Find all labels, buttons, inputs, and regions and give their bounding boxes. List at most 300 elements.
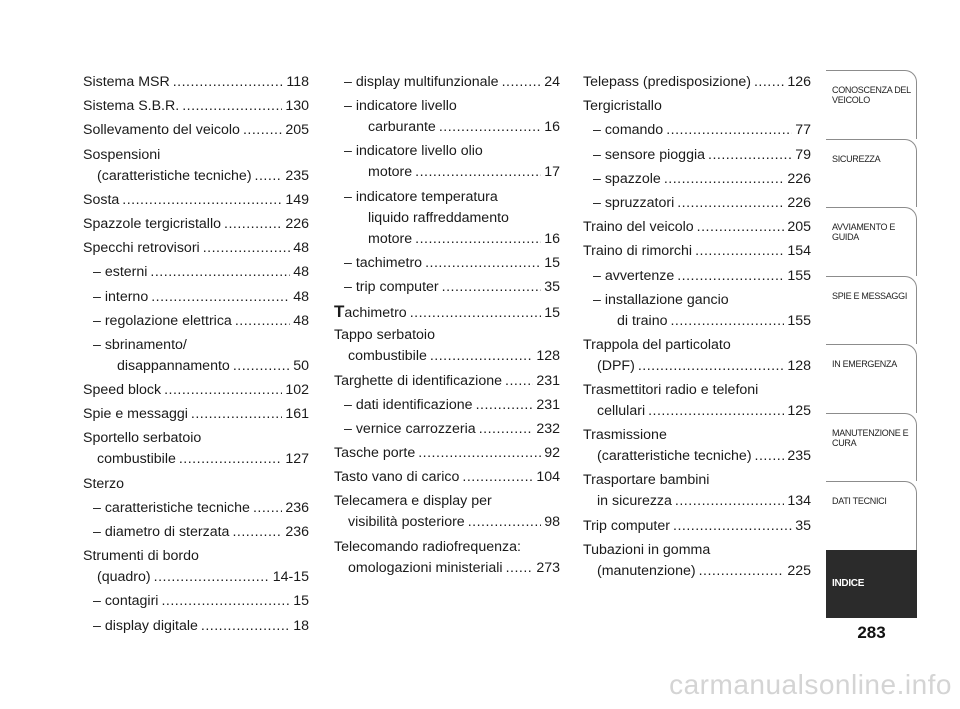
index-entry-line: [93, 287, 309, 308]
entry-text: Sosta: [83, 191, 120, 208]
entry-text: Targhette di identificazione: [334, 372, 502, 389]
page-ref: 118: [286, 74, 309, 90]
index-entry-line: [583, 401, 811, 422]
index-entry-line: [583, 356, 811, 377]
leader-dots: [201, 616, 290, 637]
entry-text: (caratteristiche tecniche): [97, 167, 252, 184]
leader-dots: [506, 558, 534, 579]
index-entry: [583, 241, 811, 262]
page-ref: 24: [544, 74, 560, 90]
page-ref: 14-15: [272, 569, 309, 586]
leader-dots: [699, 561, 785, 582]
leader-dots: [754, 72, 784, 93]
entry-text: – indicatore livello olio: [344, 143, 483, 160]
leader-dots: [462, 467, 533, 488]
leader-dots: [232, 522, 282, 543]
index-entry: [334, 96, 560, 138]
leader-dots: [425, 253, 541, 274]
leader-dots: [638, 356, 785, 377]
index-entry-line: [83, 72, 309, 93]
page-ref: 16: [544, 230, 560, 247]
entry-text: Sistema MSR: [83, 74, 170, 90]
entry-text: di traino: [617, 312, 668, 329]
index-entry-line: [583, 380, 811, 401]
index-entry-line: [93, 335, 309, 356]
index-entry-line: [583, 72, 811, 93]
entry-text: Tachimetro: [334, 302, 407, 322]
entry-text: – esterni: [93, 264, 148, 281]
index-entry-line: [83, 238, 309, 259]
index-entry-line: [93, 356, 309, 377]
index-entry: [83, 428, 309, 470]
page-ref: 134: [787, 493, 811, 510]
index-entry: [334, 491, 560, 533]
index-entry-line: [593, 193, 811, 214]
index-entry-line: [83, 166, 309, 187]
index-entry-line: [583, 446, 811, 467]
index-entry-line: [93, 498, 309, 519]
entry-text: – installazione gancio: [593, 291, 729, 308]
index-entry: [83, 591, 309, 612]
index-column-2: [334, 72, 560, 582]
page-ref: 35: [544, 278, 560, 295]
entry-text: Sospensioni: [83, 146, 161, 163]
index-entry: [83, 380, 309, 401]
entry-text: (caratteristiche tecniche): [597, 448, 752, 465]
page-ref: 273: [536, 559, 560, 576]
leader-dots: [505, 371, 533, 392]
tab-conoscenza-del-veicolo: [826, 70, 917, 139]
index-entry-line: [83, 474, 309, 495]
entry-text: cellulari: [597, 403, 646, 420]
page-ref: 236: [285, 499, 309, 516]
entry-text: Spie e messaggi: [83, 406, 188, 423]
leader-dots: [233, 356, 290, 377]
leader-dots: [179, 449, 282, 470]
entry-text: Sportello serbatoio: [83, 430, 202, 447]
index-entry: [583, 217, 811, 238]
entry-text: Speed block: [83, 382, 162, 399]
page-ref: 226: [787, 194, 811, 211]
tab-label: SPIE E MESSAGGI: [832, 290, 908, 301]
leader-dots: [418, 443, 541, 464]
leader-dots: [253, 498, 282, 519]
tab-label: SICUREZZA: [832, 153, 881, 164]
index-entry-line: [344, 395, 560, 416]
index-entry-line: [83, 214, 309, 235]
index-entry: [583, 169, 811, 190]
index-entry-line: [583, 540, 811, 561]
index-entry: [583, 72, 811, 93]
index-entry-line: [583, 425, 811, 446]
index-entry: [334, 301, 560, 322]
index-entry-line: [583, 335, 811, 356]
index-entry: [334, 72, 560, 93]
index-entry: [583, 380, 811, 422]
leader-dots: [235, 311, 290, 332]
index-entry-line: [583, 217, 811, 238]
index-entry-line: [93, 522, 309, 543]
tab-label: MANUTENZIONE E CURA: [832, 427, 909, 448]
index-entry: [334, 277, 560, 298]
index-entry-line: [334, 558, 560, 579]
entry-text: (manutenzione): [597, 562, 696, 579]
tab-dati-tecnici: [826, 481, 917, 550]
page-ref: 104: [536, 469, 560, 486]
index-entry-line: [93, 591, 309, 612]
page-ref: 155: [787, 267, 811, 284]
tab-manutenzione-e-cura: [826, 413, 917, 482]
index-entry: [83, 404, 309, 425]
index-entry: [334, 371, 560, 392]
page-ref: 35: [795, 517, 811, 534]
entry-text: carburante: [368, 119, 436, 136]
tab-label: INDICE: [832, 577, 865, 589]
index-entry-line: [83, 145, 309, 166]
index-entry-line: [593, 169, 811, 190]
index-entry-line: [583, 561, 811, 582]
index-entry: [83, 616, 309, 637]
index-entry: [334, 419, 560, 440]
entry-text: Telecomando radiofrequenza:: [334, 538, 521, 555]
index-entry-line: [593, 266, 811, 287]
entry-text: Trasmettitori radio e telefoni: [583, 382, 759, 399]
page-ref: 15: [544, 305, 560, 322]
tab-label: IN EMERGENZA: [832, 359, 897, 369]
page-ref: 15: [293, 593, 309, 610]
entry-text: Tubazioni in gomma: [583, 541, 711, 558]
page-ref: 205: [787, 219, 811, 236]
entry-text: – spazzole: [593, 170, 661, 187]
entry-text: (quadro): [97, 569, 151, 586]
index-entry-line: [344, 419, 560, 440]
leader-dots: [675, 491, 784, 512]
page-ref: 235: [285, 167, 309, 184]
entry-text: combustibile: [97, 451, 176, 468]
page-ref: 130: [285, 98, 309, 115]
entry-text: omologazioni ministeriali: [348, 559, 503, 576]
index-entry-line: [83, 449, 309, 470]
leader-dots: [708, 145, 792, 166]
leader-dots: [154, 567, 270, 588]
index-entry-line: [334, 443, 560, 464]
entry-text: Trappola del particolato: [583, 336, 731, 353]
page-number: 283: [857, 623, 886, 642]
page-ref: 92: [544, 445, 560, 462]
entry-text: Telepass (predisposizione): [583, 74, 751, 90]
page-ref: 225: [787, 562, 811, 579]
page-ref: 125: [787, 403, 811, 420]
entry-text: Traino del veicolo: [583, 219, 694, 236]
leader-dots: [164, 380, 282, 401]
entry-text: – tachimetro: [344, 254, 423, 271]
index-entry-line: [344, 208, 560, 229]
index-entry-line: [93, 616, 309, 637]
page-ref: 128: [787, 357, 811, 374]
leader-dots: [415, 229, 541, 250]
index-entry: [83, 120, 309, 141]
page-ref: 235: [787, 448, 811, 465]
page-ref: 127: [285, 451, 309, 468]
entry-text: – contagiri: [93, 593, 159, 610]
entry-text: – sensore pioggia: [593, 146, 706, 163]
index-entry: [583, 540, 811, 582]
entry-text: Tasche porte: [334, 445, 416, 462]
entry-text: disappannamento: [117, 357, 230, 374]
entry-text: motore: [368, 164, 413, 181]
leader-dots: [161, 591, 290, 612]
index-entry-line: [83, 404, 309, 425]
page-ref: 15: [544, 254, 560, 271]
tab-label: CONOSCENZA DEL VEICOLO: [832, 85, 911, 105]
tab-sicurezza: [826, 139, 917, 208]
leader-dots: [695, 241, 784, 262]
index-entry: [583, 193, 811, 214]
entry-text: – interno: [93, 288, 149, 305]
index-entry: [334, 467, 560, 488]
leader-dots: [415, 162, 541, 183]
index-entry: [83, 96, 309, 117]
entry-text: Trasportare bambini: [583, 472, 710, 489]
leader-dots: [430, 346, 533, 367]
index-entry-line: [334, 537, 560, 558]
leader-dots: [755, 446, 785, 467]
index-entry: [583, 96, 811, 117]
index-entry-line: [344, 277, 560, 298]
index-entry-line: [334, 346, 560, 367]
index-entry: [583, 335, 811, 377]
leader-dots: [670, 311, 784, 332]
index-entry: [83, 311, 309, 332]
index-entry: [334, 537, 560, 579]
leader-dots: [442, 277, 542, 298]
leader-dots: [150, 262, 290, 283]
index-entry-line: [334, 512, 560, 533]
leader-dots: [173, 72, 284, 93]
index-entry: [334, 141, 560, 183]
tab-label: AVVIAMENTO E GUIDA: [832, 222, 896, 242]
entry-text: Spazzole tergicristallo: [83, 215, 221, 232]
page-ref: 236: [285, 524, 309, 540]
entry-text: – diametro di sterzata: [93, 524, 230, 540]
tab-label: DATI TECNICI: [832, 496, 887, 506]
page-ref: 149: [285, 191, 309, 208]
entry-text: – avvertenze: [593, 267, 675, 284]
index-entry-line: [334, 301, 560, 322]
index-entry-line: [93, 262, 309, 283]
page-ref: 126: [787, 74, 811, 90]
index-entry-line: [583, 516, 811, 537]
entry-text: Tergicristallo: [583, 98, 662, 115]
leader-dots: [191, 404, 282, 425]
entry-text: (DPF): [597, 357, 635, 374]
entry-text: – indicatore livello: [344, 98, 457, 115]
page-ref: 79: [795, 146, 811, 163]
page-ref: 226: [285, 215, 309, 232]
entry-text: Trip computer: [583, 517, 670, 534]
index-entry-line: [344, 96, 560, 117]
page-ref: 154: [787, 243, 811, 260]
index-entry-line: [344, 229, 560, 250]
leader-dots: [182, 96, 282, 117]
entry-text: Trasmissione: [583, 427, 667, 444]
leader-dots: [479, 419, 534, 440]
index-entry: [83, 238, 309, 259]
leader-dots: [664, 169, 785, 190]
leader-dots: [255, 166, 283, 187]
index-entry-line: [83, 546, 309, 567]
index-entry: [83, 287, 309, 308]
page-ref: 16: [544, 119, 560, 136]
index-entry-line: [593, 145, 811, 166]
entry-text: Traino di rimorchi: [583, 243, 693, 260]
index-entry-line: [83, 428, 309, 449]
leader-dots: [697, 217, 785, 238]
index-entry-line: [344, 72, 560, 93]
index-entry-line: [593, 120, 811, 141]
entry-text: Strumenti di bordo: [83, 548, 199, 565]
entry-text: – indicatore temperatura: [344, 188, 498, 205]
index-entry-line: [83, 190, 309, 211]
index-entry: [83, 190, 309, 211]
tab-in-emergenza: [826, 344, 917, 413]
entry-text: – sbrinamento/: [93, 336, 187, 353]
section-tabs: [826, 70, 917, 618]
entry-text: Tappo serbatoio: [334, 327, 435, 344]
page-ref: 17: [544, 164, 560, 181]
page-ref: 48: [293, 312, 309, 329]
leader-dots: [468, 512, 542, 533]
index-entry-line: [593, 290, 811, 311]
index-entry: [83, 214, 309, 235]
entry-text: Telecamera e display per: [334, 493, 492, 510]
page-ref: 50: [293, 357, 309, 374]
entry-text: – vernice carrozzeria: [344, 420, 476, 437]
entry-text: Tasto vano di carico: [334, 469, 460, 486]
page-ref: 18: [293, 617, 309, 634]
entry-text: Sistema S.B.R.: [83, 98, 180, 115]
leader-dots: [673, 516, 792, 537]
page-ref: 231: [536, 372, 560, 389]
entry-text: – dati identificazione: [344, 396, 473, 413]
leader-dots: [648, 401, 784, 422]
leader-dots: [677, 266, 784, 287]
tab-spie-e-messaggi: [826, 276, 917, 345]
index-entry-line: [83, 96, 309, 117]
entry-text: – caratteristiche tecniche: [93, 499, 250, 516]
index-entry: [334, 443, 560, 464]
page-ref: 231: [536, 396, 560, 413]
index-entry: [583, 266, 811, 287]
index-entry-line: [83, 380, 309, 401]
leader-dots: [224, 214, 282, 235]
index-entry-line: [334, 371, 560, 392]
index-entry: [583, 470, 811, 512]
entry-text: – regolazione elettrica: [93, 312, 232, 329]
page-ref: 48: [293, 288, 309, 305]
leader-dots: [243, 120, 282, 141]
index-entry: [83, 72, 309, 93]
index-entry-line: [344, 162, 560, 183]
entry-text: – trip computer: [344, 278, 439, 295]
leader-dots: [502, 72, 542, 93]
index-entry-line: [83, 567, 309, 588]
index-entry: [83, 546, 309, 588]
watermark: carmanualsonline.info: [669, 669, 952, 700]
index-column-3: [583, 72, 811, 585]
index-entry: [334, 187, 560, 250]
entry-text: combustibile: [348, 348, 427, 365]
index-entry-line: [344, 117, 560, 138]
page-ref: 128: [536, 348, 560, 365]
index-entry-line: [583, 491, 811, 512]
index-entry-line: [344, 253, 560, 274]
index-entry-line: [344, 187, 560, 208]
index-entry-line: [583, 241, 811, 262]
page-ref: 48: [293, 240, 309, 257]
entry-text: in sicurezza: [597, 493, 672, 510]
index-entry: [583, 516, 811, 537]
index-entry-line: [344, 141, 560, 162]
index-entry: [83, 522, 309, 543]
index-entry-line: [334, 467, 560, 488]
index-entry: [334, 253, 560, 274]
index-entry: [583, 425, 811, 467]
index-entry: [83, 145, 309, 187]
page-ref: 205: [285, 122, 309, 139]
page-ref: 102: [285, 382, 309, 399]
tab-indice: [826, 550, 917, 619]
index-column-1: [83, 72, 309, 640]
entry-text: visibilità posteriore: [348, 514, 465, 531]
leader-dots: [122, 190, 282, 211]
page-ref: 232: [536, 420, 560, 437]
index-entry-line: [583, 470, 811, 491]
index-entry: [334, 325, 560, 367]
index-entry-line: [334, 325, 560, 346]
page-ref: 48: [293, 264, 309, 281]
leader-dots: [203, 238, 291, 259]
index-entry: [334, 395, 560, 416]
index-entry: [83, 498, 309, 519]
index-entry-line: [83, 120, 309, 141]
entry-text: Sterzo: [83, 475, 125, 492]
leader-dots: [666, 120, 792, 141]
tab-avviamento-e-guida: [826, 207, 917, 276]
leader-dots: [410, 303, 542, 324]
index-entry-line: [93, 311, 309, 332]
index-entry-line: [593, 311, 811, 332]
leader-dots: [677, 193, 784, 214]
entry-text: – comando: [593, 122, 664, 139]
entry-text: Specchi retrovisori: [83, 240, 200, 257]
page-ref: 77: [795, 122, 811, 139]
entry-text: – display multifunzionale: [344, 74, 499, 90]
index-entry: [583, 145, 811, 166]
entry-text: Sollevamento del veicolo: [83, 122, 240, 139]
page-ref: 226: [787, 170, 811, 187]
index-entry: [83, 474, 309, 495]
page-ref: 155: [787, 312, 811, 329]
index-entry: [83, 335, 309, 377]
entry-text: motore: [368, 230, 413, 247]
index-entry: [583, 290, 811, 332]
page-ref: 161: [285, 406, 309, 423]
page-ref: 98: [544, 514, 560, 531]
index-entry: [83, 262, 309, 283]
leader-dots: [439, 117, 541, 138]
entry-text: – display digitale: [93, 617, 198, 634]
